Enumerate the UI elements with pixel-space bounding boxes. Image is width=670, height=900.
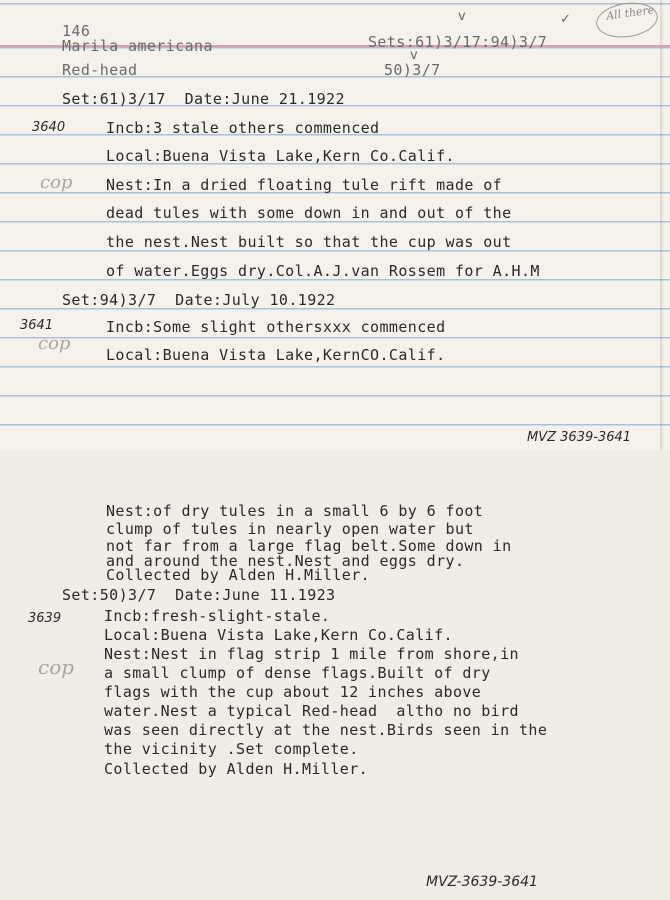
field-note-card-bottom xyxy=(0,450,670,900)
check-mark: ✓ xyxy=(560,12,571,27)
incb-line-3: Incb:fresh-slight-stale. xyxy=(104,607,331,625)
nest-line-3a: Nest:Nest in flag strip 1 mile from shore,in xyxy=(104,645,519,663)
local-line-1: Local:Buena Vista Lake,Kern Co.Calif. xyxy=(106,147,455,165)
nest-line-3b: a small clump of dense flags.Built of dry xyxy=(104,664,491,682)
nest-cont-line-5: Collected by Alden H.Miller. xyxy=(106,566,371,584)
nest-cont-line-1: Nest:of dry tules in a small 6 by 6 foot xyxy=(106,502,484,520)
mvz-range-label-top: MVZ 3639-3641 xyxy=(527,430,632,445)
nest-line-3f: the vicinity .Set complete. xyxy=(104,740,359,758)
cop-note-2: cop xyxy=(38,333,71,354)
set-line-2: Set:94)3/7 Date:July 10.1922 xyxy=(62,291,336,309)
nest-cont-line-4: and around the nest.Nest and eggs dry. xyxy=(106,552,465,570)
mvz-number-3641: 3641 xyxy=(20,318,54,333)
common-name: Red-head xyxy=(62,61,138,79)
incb-line-1: Incb:3 stale others commenced xyxy=(106,119,380,137)
set-line-3: Set:50)3/7 Date:June 11.1923 xyxy=(62,586,336,604)
local-line-3: Local:Buena Vista Lake,Kern Co.Calif. xyxy=(104,626,453,644)
nest-line-1c: the nest.Nest built so that the cup was out xyxy=(106,233,512,251)
tick-mark-2: v xyxy=(410,48,418,63)
tick-mark-1: v xyxy=(458,9,466,24)
mvz-number-3639: 3639 xyxy=(28,611,62,626)
nest-line-1b: dead tules with some down in and out of the xyxy=(106,204,512,222)
catalog-number: 146 xyxy=(62,22,91,40)
nest-line-3d: water.Nest a typical Red-head altho no bird xyxy=(104,702,519,720)
nest-line-3g: Collected by Alden H.Miller. xyxy=(104,760,369,778)
mvz-number-3640: 3640 xyxy=(32,120,66,135)
all-there-text: All there xyxy=(605,3,655,23)
sets-header-2: 50)3/7 xyxy=(384,61,441,79)
species-name: Marila americana xyxy=(62,37,213,55)
cop-note-1: cop xyxy=(40,172,73,193)
mvz-range-label-bottom: MVZ-3639-3641 xyxy=(426,874,538,890)
all-there-note xyxy=(594,0,660,41)
nest-line-1a: Nest:In a dried floating tule rift made of xyxy=(106,176,503,194)
local-line-2: Local:Buena Vista Lake,KernCO.Calif. xyxy=(106,346,446,364)
nest-line-1d: of water.Eggs dry.Col.A.J.van Rossem for A.H.M xyxy=(106,262,540,280)
cop-note-3: cop xyxy=(38,655,75,679)
nest-cont-line-2: clump of tules in nearly open water but xyxy=(106,520,474,538)
incb-line-2: Incb:Some slight othersxxx commenced xyxy=(106,318,446,336)
set-line-1: Set:61)3/17 Date:June 21.1922 xyxy=(62,90,345,108)
nest-cont-line-3: not far from a large flag belt.Some down in xyxy=(106,537,512,555)
nest-line-3e: was seen directly at the nest.Birds seen in the xyxy=(104,721,548,739)
sets-header: Sets:61)3/17:94)3/7 xyxy=(368,33,548,51)
nest-line-3c: flags with the cup about 12 inches above xyxy=(104,683,482,701)
